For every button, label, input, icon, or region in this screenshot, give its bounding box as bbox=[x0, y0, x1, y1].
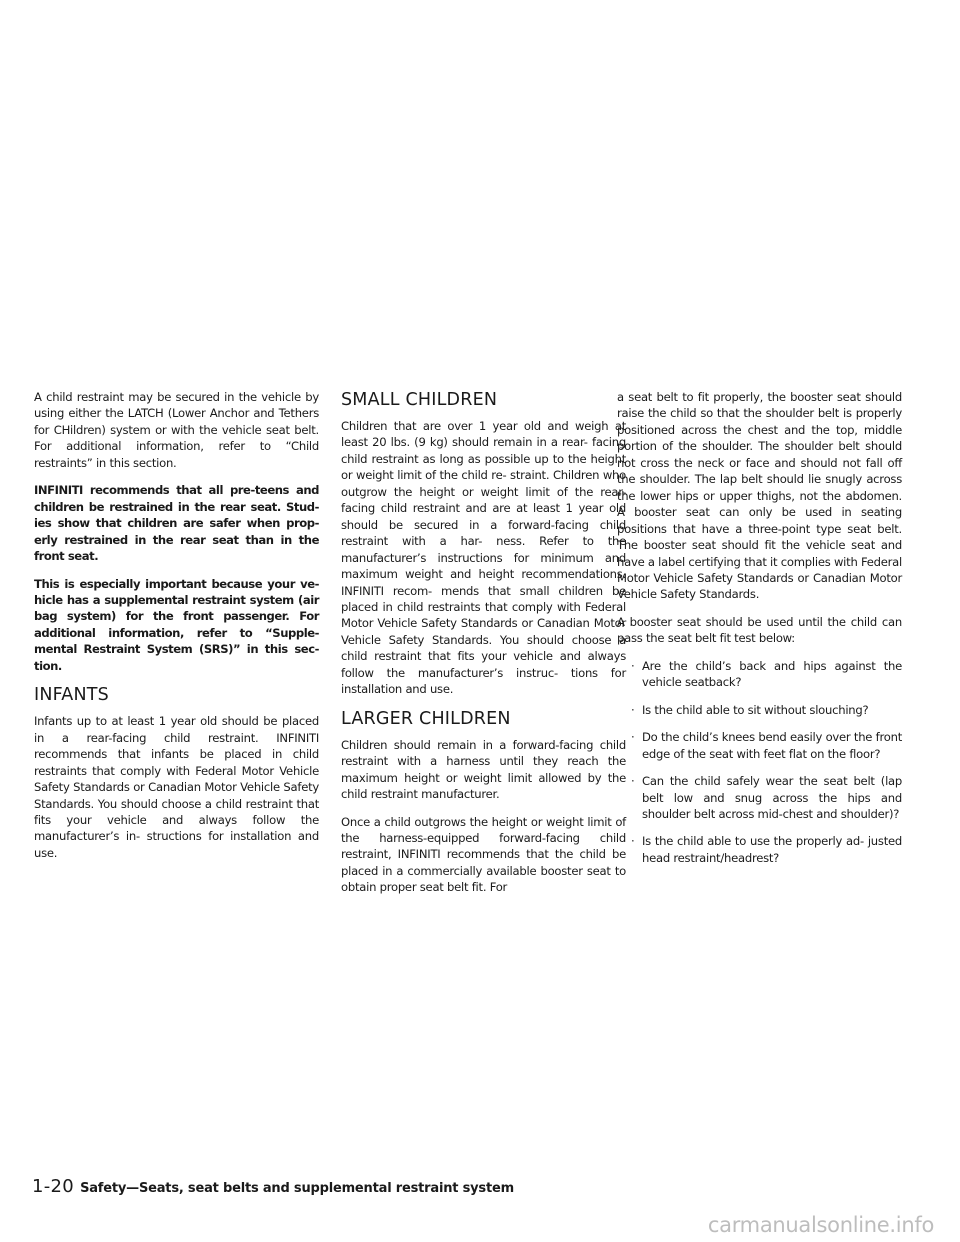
fit-test-list bbox=[617, 658, 902, 867]
page-footer bbox=[32, 1176, 514, 1197]
column-middle bbox=[341, 389, 626, 907]
paragraph-infants: Infants up to at least 1 year old should be placed in a rear-facing child restraint. INFINITI recommends that infants be placed in child restraints that comply with Federal Motor Vehicle Safety Standards or Canadian Motor Vehicle Safety Standards. You should choose a child restraint that fits your vehicle and always follow the manufacturer’s in- structions for installation and use. bbox=[34, 714, 319, 860]
paragraph-larger-children-harness: Children should remain in a forward-facing child restraint with a harness until they reach the maximum height or weight limit allowed by the child restraint manufacturer. bbox=[341, 737, 626, 802]
watermark: carmanualsonline.info bbox=[707, 1213, 934, 1237]
heading-larger-children: LARGER CHILDREN bbox=[341, 708, 511, 729]
list-item bbox=[617, 729, 902, 762]
paragraph-booster-seat-intro: Once a child outgrows the height or weight limit of the harness-equipped forward-facing child restraint, INFINITI recommends that the child be placed in a commercially available booster seat to obtain proper seat belt fit. For bbox=[341, 814, 626, 895]
paragraph-fit-test-intro: A booster seat should be used until the child can pass the seat belt fit test below: bbox=[617, 614, 902, 646]
paragraph-rear-seat-recommendation: INFINITI recommends that all pre-teens and children be restrained in the rear seat. Stud- ies show that children are safer when prop- erly restrained in the rear seat than in the front seat. bbox=[34, 483, 319, 564]
list-item-text: Is the child able to sit without slouching? bbox=[642, 702, 869, 717]
list-item-text: Can the child safely wear the seat belt (lap belt low and snug across the hips and shoulder belt across mid-chest and shoulder)? bbox=[642, 774, 902, 821]
paragraph-booster-seat-fit: a seat belt to fit properly, the booster seat should raise the child so that the shoulder belt is properly positioned across the chest and the top, middle portion of the shoulder. The shoulder belt should not cross the neck or face and should not fall off the shoulder. The lap belt should lie snugly across the lower hips or upper thighs, not the abdomen. A booster seat can only be used in seating positions that have a three-point type seat belt. The booster seat should fit the vehicle seat and have a label certifying that it complies with Federal Motor Vehicle Safety Standards or Canadian Motor Vehicle Safety Standards. bbox=[617, 390, 902, 602]
paragraph-airbag-warning: This is especially important because your ve- hicle has a supplemental restraint system (air bag system) for the front passenger. For additional information, refer to “Supple- mental Restraint System (SRS)” in this sec- tion. bbox=[34, 576, 319, 673]
list-item bbox=[617, 702, 902, 718]
heading-small-children: SMALL CHILDREN bbox=[341, 390, 498, 410]
bullet-dot-icon: · bbox=[631, 658, 635, 673]
paragraph-small-children: Children that are over 1 year old and weigh at least 20 lbs. (9 kg) should remain in a rear- facing child restraint as long as possible up to the height or weight limit of the child re- straint. Children who outgrow the height or weight limit of the rear-facing child restraint and are at least 1 year old should be secured in a forward-facing child restraint with a har- ness. Refer to the manufacturer’s instructions for minimum and maximum weight and height recommendations. INFINITI recom- mends that small children be placed in child restraints that comply with Federal Motor Vehicle Safety Standards or Canadian Motor Vehicle Safety Standards. You should choose a child restraint that fits your vehicle and always follow the manufacturer’s instruc- tions for installation and use. bbox=[341, 419, 626, 697]
list-item bbox=[617, 773, 902, 822]
bullet-dot-icon: · bbox=[631, 774, 635, 789]
paragraph-latch-intro: A child restraint may be secured in the vehicle by using either the LATCH (Lower Anchor and Tethers for CHildren) system or with the vehicle seat belt. For additional information, refer to “Child restraints” in this section. bbox=[34, 390, 319, 470]
bullet-dot-icon: · bbox=[631, 702, 635, 717]
list-item-text: Do the child’s knees bend easily over the front edge of the seat with feet flat on the floor? bbox=[642, 730, 902, 761]
bullet-dot-icon: · bbox=[631, 730, 635, 745]
page-number: 1-20 bbox=[32, 1176, 75, 1197]
bullet-dot-icon: · bbox=[631, 834, 635, 849]
list-item bbox=[617, 658, 902, 691]
heading-infants: INFANTS bbox=[34, 685, 109, 706]
list-item-text: Are the child’s back and hips against the vehicle seatback? bbox=[642, 658, 902, 690]
section-title: Safety—Seats, seat belts and supplemental restraint system bbox=[80, 1181, 514, 1196]
list-item-text: Is the child able to use the properly ad- justed head restraint/headrest? bbox=[642, 834, 902, 865]
list-item bbox=[617, 833, 902, 866]
column-right bbox=[617, 389, 902, 877]
column-left bbox=[34, 389, 319, 872]
